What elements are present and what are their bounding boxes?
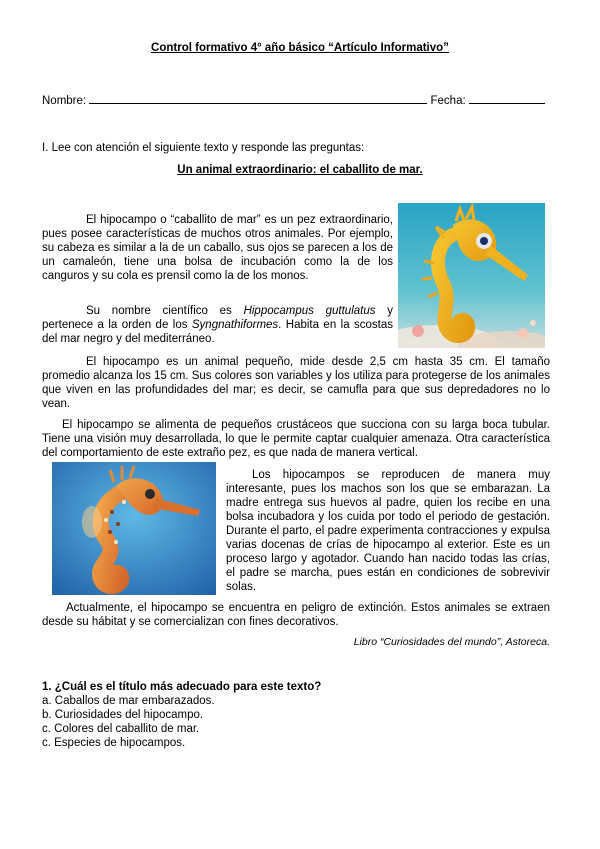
- article-title: Un animal extraordinario: el caballito de mar.: [177, 164, 423, 176]
- question-1-text: 1. ¿Cuál es el título más adecuado para este texto?: [42, 681, 322, 693]
- paragraph-6-text: Actualmente, el hipocampo se encuentra en peligro de extinción. Estos animales se extraen desde su hábitat y se comercializan con fines decorativos.: [42, 602, 550, 628]
- name-date-row: [42, 93, 545, 108]
- option-c[interactable]: c. Colores del caballito de mar.: [42, 723, 200, 735]
- instructions: I. Lee con atención el siguiente texto y responde las preguntas:: [42, 142, 365, 154]
- paragraph-4: [42, 418, 550, 460]
- option-a[interactable]: a. Caballos de mar embarazados.: [42, 695, 215, 707]
- paragraph-5-text: Los hipocampos se reproducen de manera muy interesante, pues los machos son los que se embarazan. La madre entrega sus huevos al padre, quien los recibe en una bolsa incubadora y los cuida por todo el periodo de gestación. Durante el parto, el padre experimenta contracciones y expulsa varias docenas de crías de hipocampo al exterior. Este es un proceso largo y agotador. Cuando han nacido todas las crías, el padre se marcha, pues están en condiciones de sobrevivir solas.: [226, 469, 550, 593]
- article-source: Libro “Curiosidades del mundo”, Astoreca.: [353, 636, 550, 648]
- paragraph-3: [42, 355, 550, 411]
- question-1: [42, 680, 321, 750]
- option-b[interactable]: b. Curiosidades del hipocampo.: [42, 709, 204, 721]
- paragraph-2-text-a: Su nombre científico es: [86, 305, 244, 317]
- paragraph-2: [42, 304, 393, 346]
- date-label: Fecha:: [430, 95, 466, 107]
- date-field[interactable]: [469, 93, 545, 104]
- paragraph-5: [226, 468, 550, 594]
- order-name: Syngnathiformes: [191, 319, 279, 331]
- paragraph-6: [42, 601, 550, 629]
- paragraph-1: [42, 213, 393, 283]
- paragraph-2-text-b: y pertenece a la orden de los: [42, 305, 393, 331]
- scientific-name: Hippocampus guttulatus: [243, 305, 376, 317]
- page-title: Control formativo 4° año básico “Artículo Informativo”: [151, 42, 449, 54]
- name-label: Nombre:: [42, 95, 87, 107]
- paragraph-2-text-c: . Habita en la scostas del mar negro y del mediterráneo.: [42, 319, 393, 345]
- paragraph-3-text: El hipocampo es un animal pequeño, mide desde 2,5 cm hasta 35 cm. El tamaño promedio alcanza los 15 cm. Sus colores son variables y los utiliza para protegerse de los animales que viven en las profundidades del mar; es decir, se camufla para que sus depredadores no lo vean.: [42, 356, 550, 410]
- name-field[interactable]: [89, 93, 427, 104]
- option-d[interactable]: c. Especies de hipocampos.: [42, 737, 186, 749]
- paragraph-1-text: El hipocampo o “caballito de mar” es un pez extraordinario, pues posee características de muchos otros animales. Por ejemplo, su cabeza es similar a la de un caballo, sus ojos se parecen a los de un camaleón, tiene una bolsa de incubación como la de los canguros y su cola es prensil como la de los monos.: [42, 214, 393, 282]
- yellow-seahorse-image: [398, 203, 545, 348]
- paragraph-4-text: El hipocampo se alimenta de pequeños crustáceos que succiona con su larga boca tubular. Tiene una visión muy desarrollada, lo que le permite captar cualquier amenaza. Otra característica del comportamiento de este extraño pez, es que nada de manera vertical.: [42, 419, 550, 459]
- spotted-seahorse-image: [52, 462, 216, 595]
